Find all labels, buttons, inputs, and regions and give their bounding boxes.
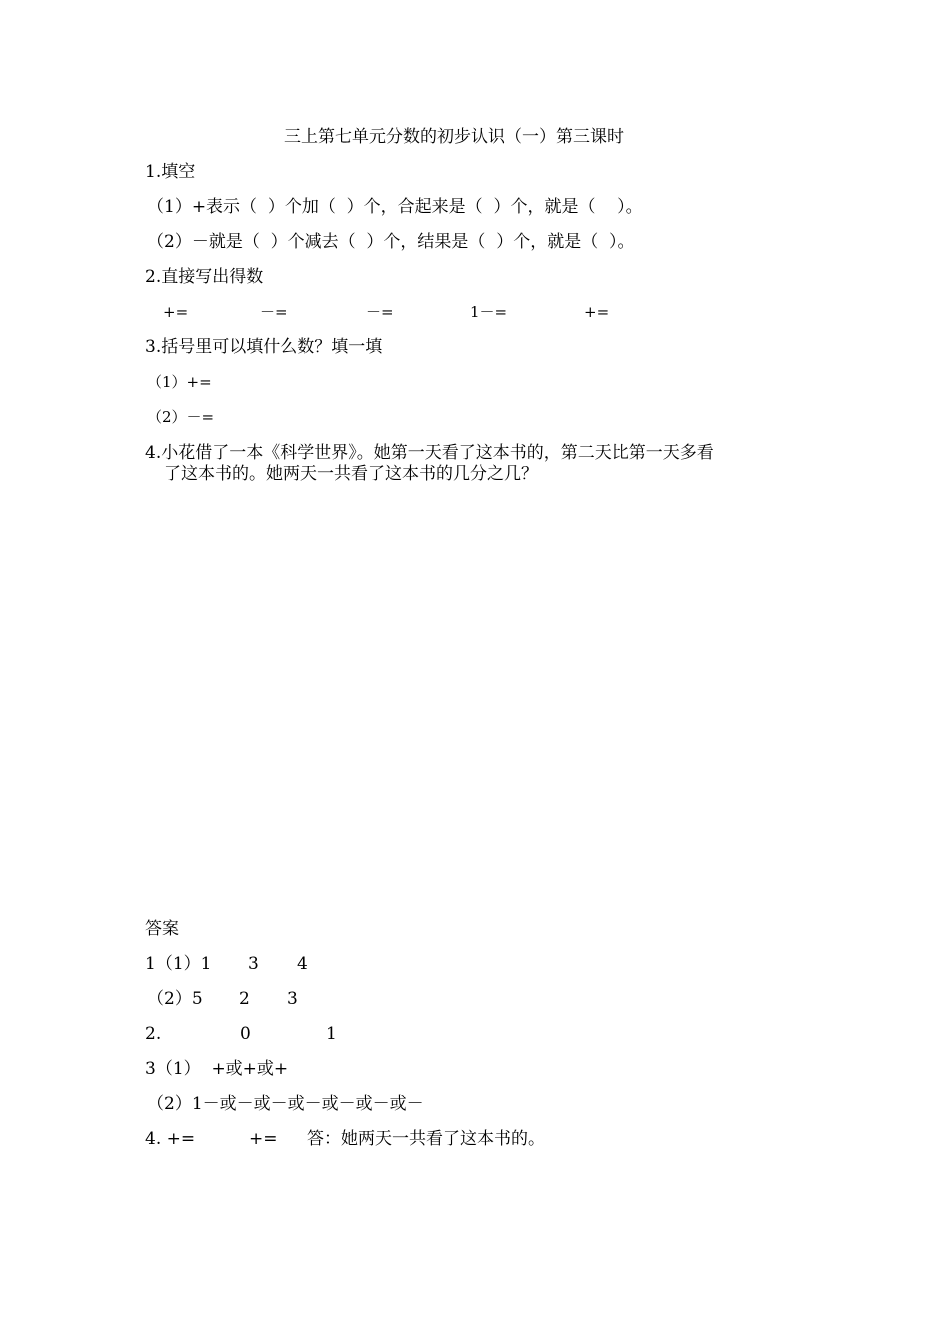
answer-2 — [145, 1023, 545, 1045]
answer-4-part-1: 4. += — [145, 1129, 196, 1149]
answer-2-value-2: 0 — [240, 1024, 251, 1044]
answer-3-part-2: （2）1－或－或－或－或－或－或－ — [147, 1094, 424, 1114]
answer-1-part-1 — [145, 953, 545, 975]
question-3-heading: 3.括号里可以填什么数？填一填 — [145, 337, 383, 357]
answer-4 — [145, 1128, 745, 1150]
question-4-line-2: 了这本书的。她两天一共看了这本书的几分之几？ — [164, 464, 538, 484]
answer-1-1-value-3: 4 — [297, 954, 308, 974]
answer-2-value-3: 1 — [326, 1024, 337, 1044]
expression-2: －= — [260, 303, 288, 321]
answers-heading: 答案 — [145, 919, 179, 939]
answer-4-part-2: += — [249, 1129, 278, 1149]
answer-1-1-value-2: 3 — [248, 954, 259, 974]
answer-3-part-1: 3（1） +或+或+ — [145, 1059, 289, 1079]
question-1-part-1: （1）+表示（ ）个加（ ）个，合起来是（ ）个，就是（ ）。 — [147, 197, 643, 217]
answer-1-2-value-3: 3 — [287, 989, 298, 1009]
expression-1: += — [163, 303, 189, 321]
answer-1-2-label: （2）5 — [147, 989, 203, 1009]
answer-2-label: 2. — [145, 1024, 162, 1044]
question-4-line-1: 4.小花借了一本《科学世界》。她第一天看了这本书的，第二天比第一天多看 — [145, 443, 714, 463]
answer-1-1-label: 1（1）1 — [145, 954, 212, 974]
page-title: 三上第七单元分数的初步认识（一）第三课时 — [284, 127, 624, 147]
question-3-part-1: （1）+= — [147, 373, 212, 391]
question-3-part-2: （2）－= — [147, 408, 215, 426]
question-1-part-2: （2）－就是（ ）个减去（ ）个，结果是（ ）个，就是（ ）。 — [147, 232, 635, 252]
answer-1-2-value-2: 2 — [239, 989, 250, 1009]
question-2-expressions — [0, 301, 950, 323]
expression-5: += — [584, 303, 610, 321]
question-2-heading: 2.直接写出得数 — [145, 267, 264, 287]
answer-4-statement: 答：她两天一共看了这本书的。 — [307, 1129, 545, 1149]
answer-1-part-2 — [147, 988, 547, 1010]
expression-4: 1－= — [470, 303, 508, 321]
question-1-heading: 1.填空 — [145, 162, 196, 182]
expression-3: －= — [366, 303, 394, 321]
